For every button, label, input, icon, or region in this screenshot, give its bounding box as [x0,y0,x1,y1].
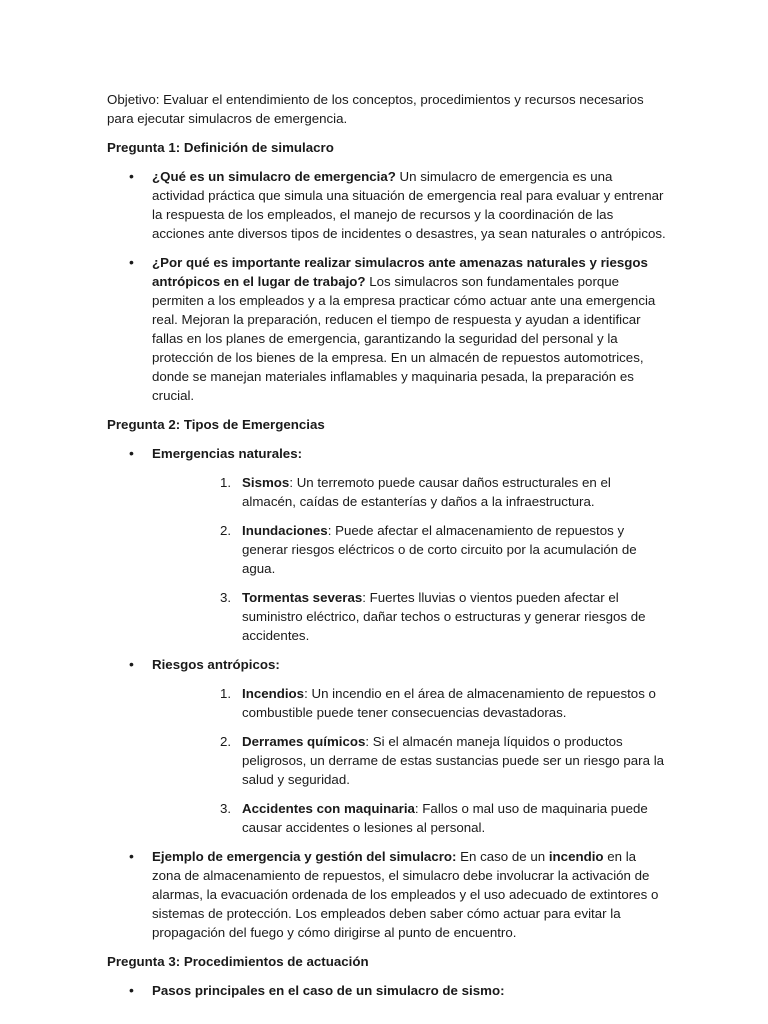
question-1-list [107,167,667,405]
bullet-term: ¿Por qué es importante realizar simulacros ante amenazas naturales y riesgos antrópicos en el lugar de trabajo? [152,255,648,289]
bullet-term: Riesgos antrópicos: [152,657,280,672]
list-item: • Ejemplo de emergencia y gestión del simulacro: En caso de un incendio en la zona de almacenamiento de repuestos, el simulacro debe involucrar la activación de alarmas, la evacuación ordenada de los empleados y el uso adecuado de extintores o sistemas de protección. Los empleados deben saber cómo actuar para evitar la propagación del fuego y cómo dirigirse al punto de encuentro. [107,847,667,942]
list-item [107,655,667,837]
document-page [107,90,667,1010]
numbered-item: 2. Inundaciones: Puede afectar el almacenamiento de repuestos y generar riesgos eléctricos o de corto circuito por la acumulación de agua. [220,523,637,576]
anthropic-risks-list [152,684,667,837]
numbered-item: 1. Sismos: Un terremoto puede causar daños estructurales en el almacén, caídas de estanterías y daños a la infraestructura. [220,475,611,509]
question-3-heading: Pregunta 3: Procedimientos de actuación [107,954,369,969]
bullet-text: Los simulacros son fundamentales porque permiten a los empleados y a la empresa practicar cómo actuar ante una emergencia real. Mejoran la preparación, reducen el tiempo de respuesta y ayudan a identificar fallas en los planes de emergencia, garantizando la seguridad del personal y la protección de los bienes de la empresa. En un almacén de repuestos automotrices, donde se manejan materiales inflamables y maquinaria pesada, la preparación es crucial. [152,274,656,403]
question-1-heading: Pregunta 1: Definición de simulacro [107,140,334,155]
bullet-term: Emergencias naturales: [152,446,303,461]
bullet-text: Un simulacro de emergencia es una actividad práctica que simula una situación de emergencia real para evaluar y entrenar la respuesta de los empleados, el manejo de recursos y la coordinación de las acciones ante diversos tipos de incidentes o desastres, ya sean naturales o antrópicos. [152,169,666,241]
bullet-term: Ejemplo de emergencia y gestión del simulacro: [152,849,457,864]
question-2-heading: Pregunta 2: Tipos de Emergencias [107,417,325,432]
numbered-item: 1. Incendios: Un incendio en el área de almacenamiento de repuestos o combustible puede tener consecuencias devastadoras. [220,686,656,720]
numbered-item: 2. Derrames químicos: Si el almacén maneja líquidos o productos peligrosos, un derrame de estas sustancias puede ser un riesgo para la salud y seguridad. [220,734,665,787]
question-3-list [107,981,667,1000]
natural-emergencies-list [152,473,667,645]
numbered-item: 3. Accidentes con maquinaria: Fallos o mal uso de maquinaria puede causar accidentes o lesiones al personal. [220,801,648,835]
objective-paragraph: Objetivo: Evaluar el entendimiento de los conceptos, procedimientos y recursos necesarios para ejecutar simulacros de emergencia. [107,92,644,126]
list-item [107,253,667,405]
list-item [107,981,667,1000]
numbered-item: 3. Tormentas severas: Fuertes lluvias o vientos pueden afectar el suministro eléctrico, dañar techos o estructuras y generar riesgos de accidentes. [220,590,646,643]
bullet-term: Pasos principales en el caso de un simulacro de sismo: [152,983,505,998]
question-2-list [107,444,667,942]
list-item [107,444,667,645]
bullet-term: ¿Qué es un simulacro de emergencia? [152,169,396,184]
list-item [107,167,667,243]
